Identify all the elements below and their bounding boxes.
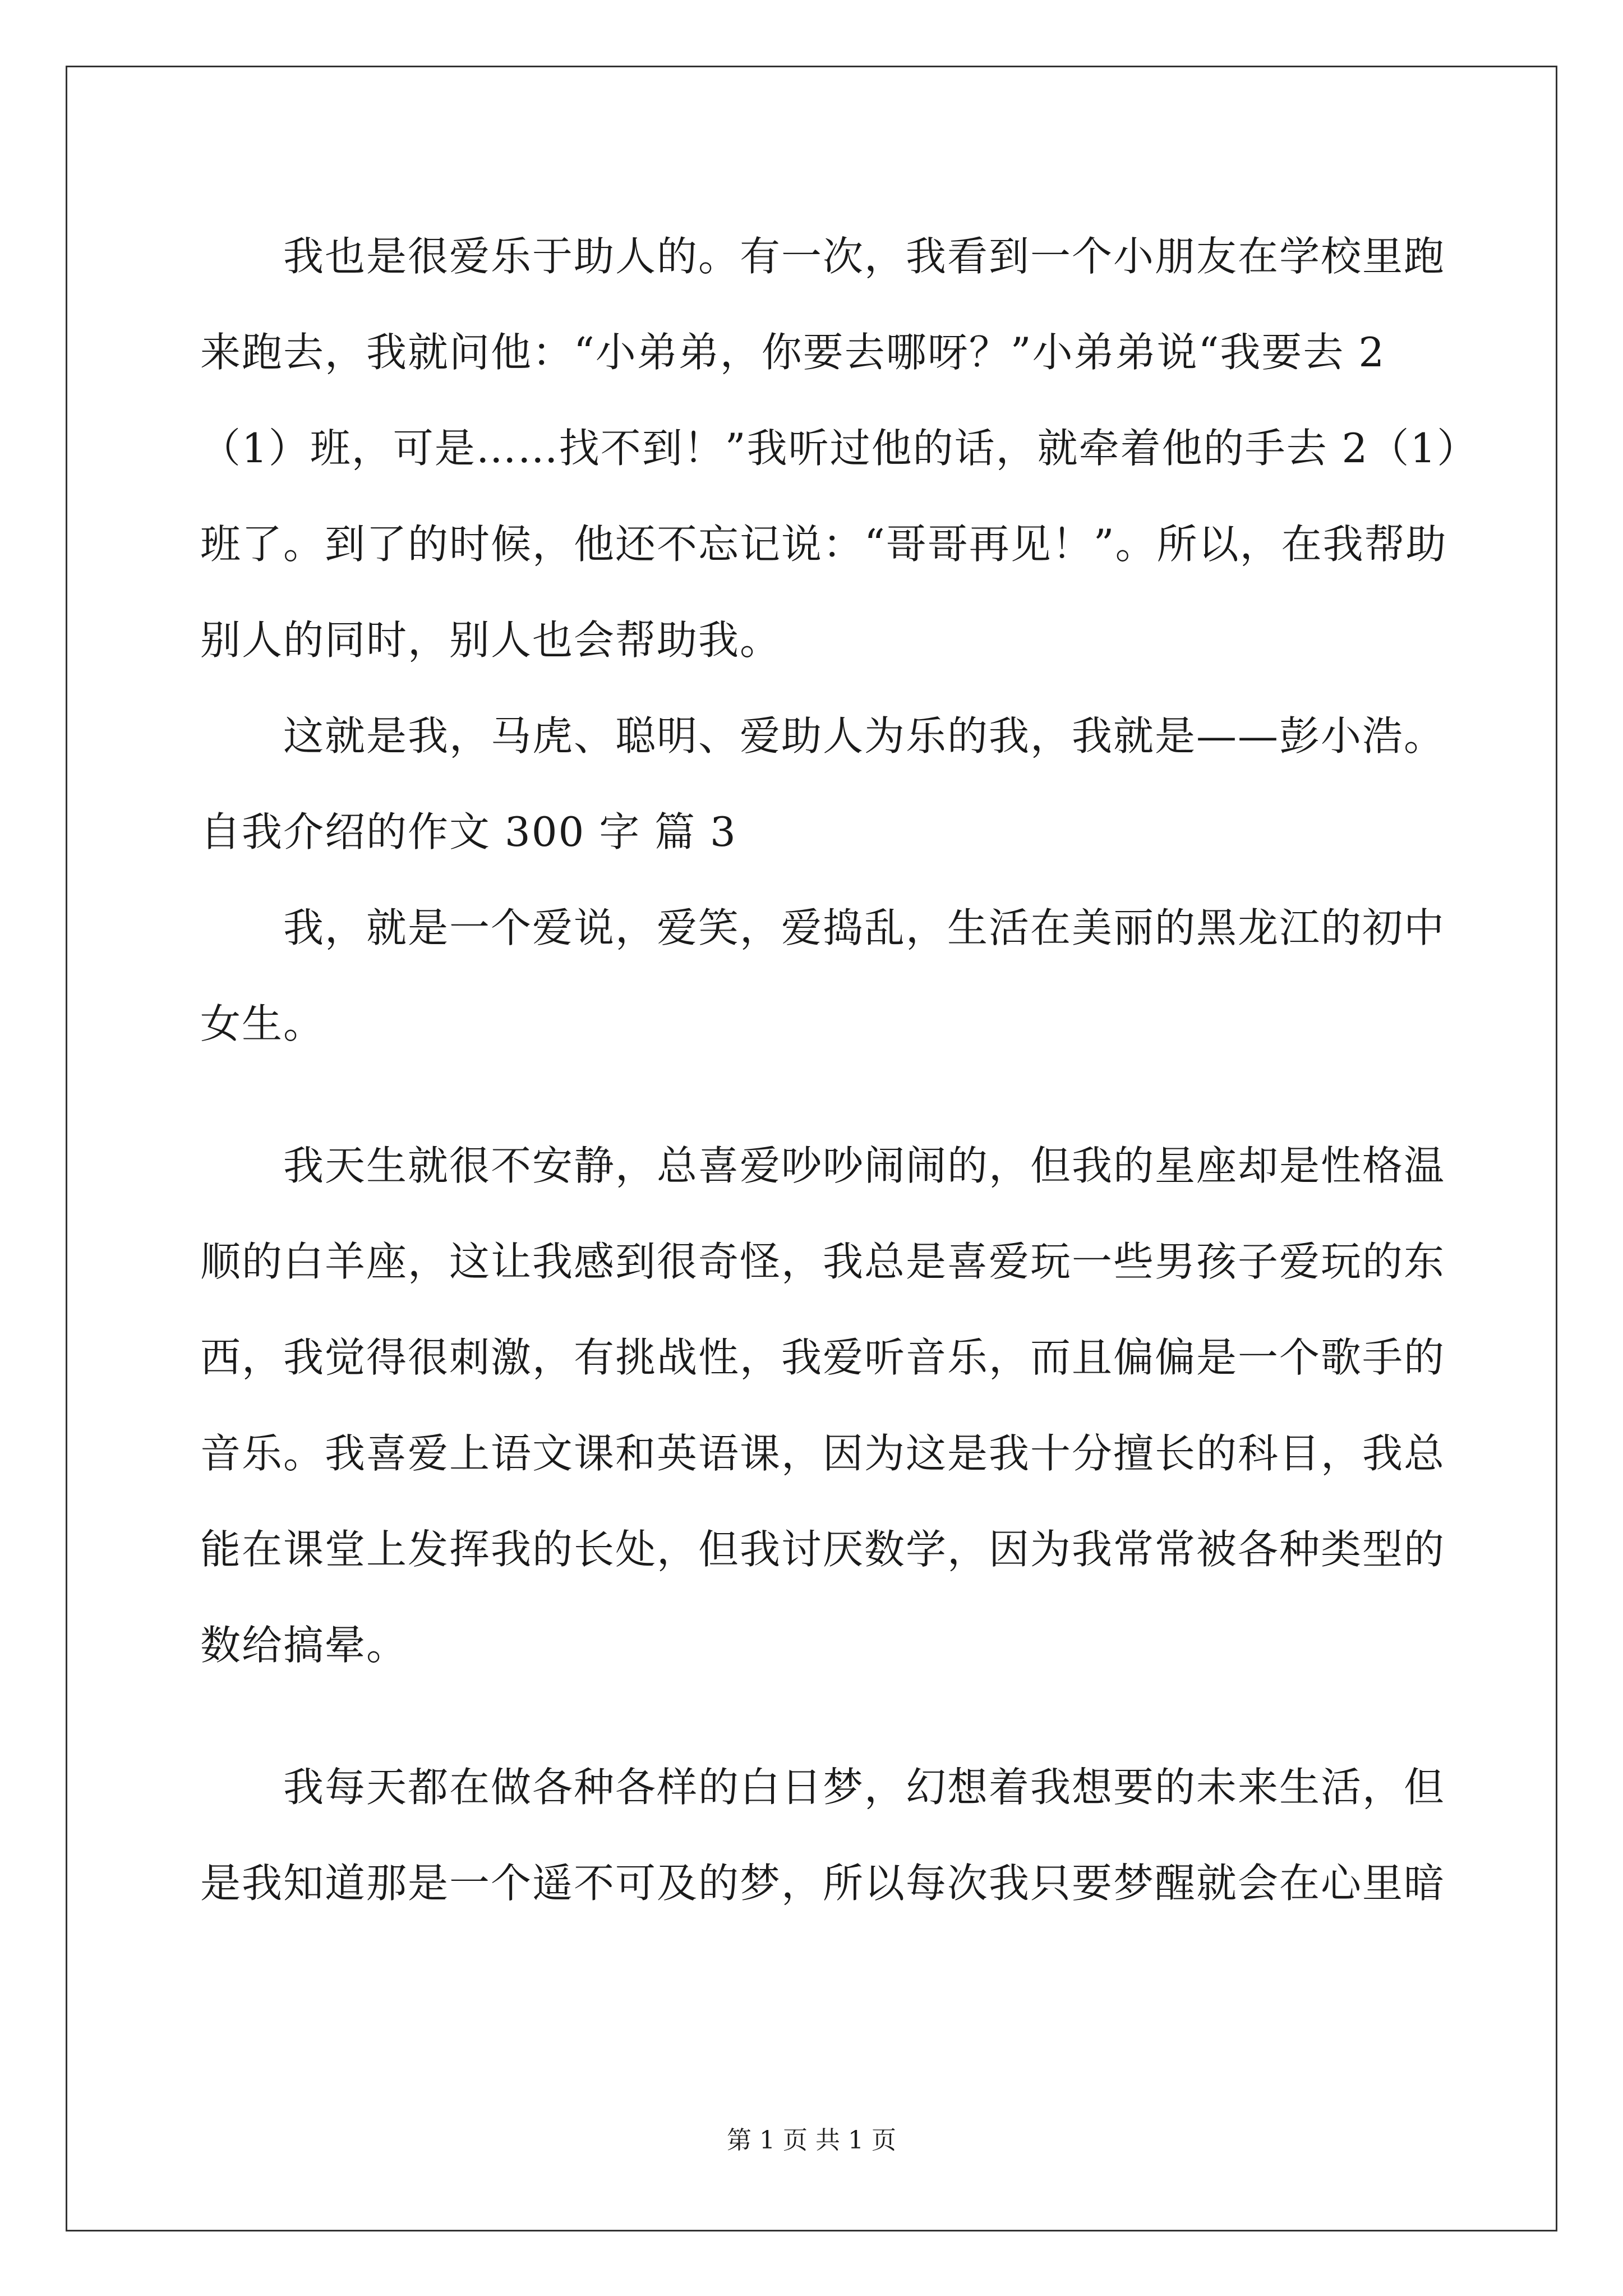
paragraph-line: 数给搞晕。 [200, 1622, 408, 1669]
paragraph-line: 顺的白羊座，这让我感到很奇怪，我总是喜爱玩一些男孩子爱玩的东 [200, 1238, 1446, 1285]
paragraph-line: 我天生就很不安静，总喜爱吵吵闹闹的，但我的星座却是性格温 [200, 1142, 1446, 1189]
paragraph-line: 是我知道那是一个遥不可及的梦，所以每次我只要梦醒就会在心里暗 [200, 1860, 1446, 1907]
paragraph-line: （1）班，可是……找不到！”我听过他的话，就牵着他的手去 2（1） [200, 425, 1479, 472]
section-heading: 自我介绍的作文 300 字 篇 3 [200, 808, 737, 855]
paragraph-line: 来跑去，我就问他：“小弟弟，你要去哪呀？”小弟弟说“我要去 2 [200, 329, 1386, 376]
paragraph-line: 我，就是一个爱说，爱笑，爱捣乱，生活在美丽的黑龙江的初中 [200, 904, 1446, 951]
paragraph-line: 我每天都在做各种各样的白日梦，幻想着我想要的未来生活，但 [200, 1764, 1446, 1811]
page-number-footer: 第 1 页 共 1 页 [727, 2126, 896, 2155]
paragraph-line: 班了。到了的时候，他还不忘记说：“哥哥再见！”。所以，在我帮助 [200, 521, 1447, 568]
paragraph-line: 别人的同时，别人也会帮助我。 [200, 616, 782, 664]
paragraph-line: 西，我觉得很刺激，有挑战性，我爱听音乐，而且偏偏是一个歌手的 [200, 1334, 1446, 1381]
paragraph-line: 我也是很爱乐于助人的。有一次，我看到一个小朋友在学校里跑 [200, 233, 1446, 280]
paragraph-line: 能在课堂上发挥我的长处，但我讨厌数学，因为我常常被各种类型的 [200, 1526, 1446, 1573]
paragraph-line: 这就是我，马虎、聪明、爱助人为乐的我，我就是——彭小浩。 [200, 712, 1446, 760]
paragraph-line: 女生。 [200, 1000, 325, 1047]
paragraph-line: 音乐。我喜爱上语文课和英语课，因为这是我十分擅长的科目，我总 [200, 1430, 1446, 1477]
